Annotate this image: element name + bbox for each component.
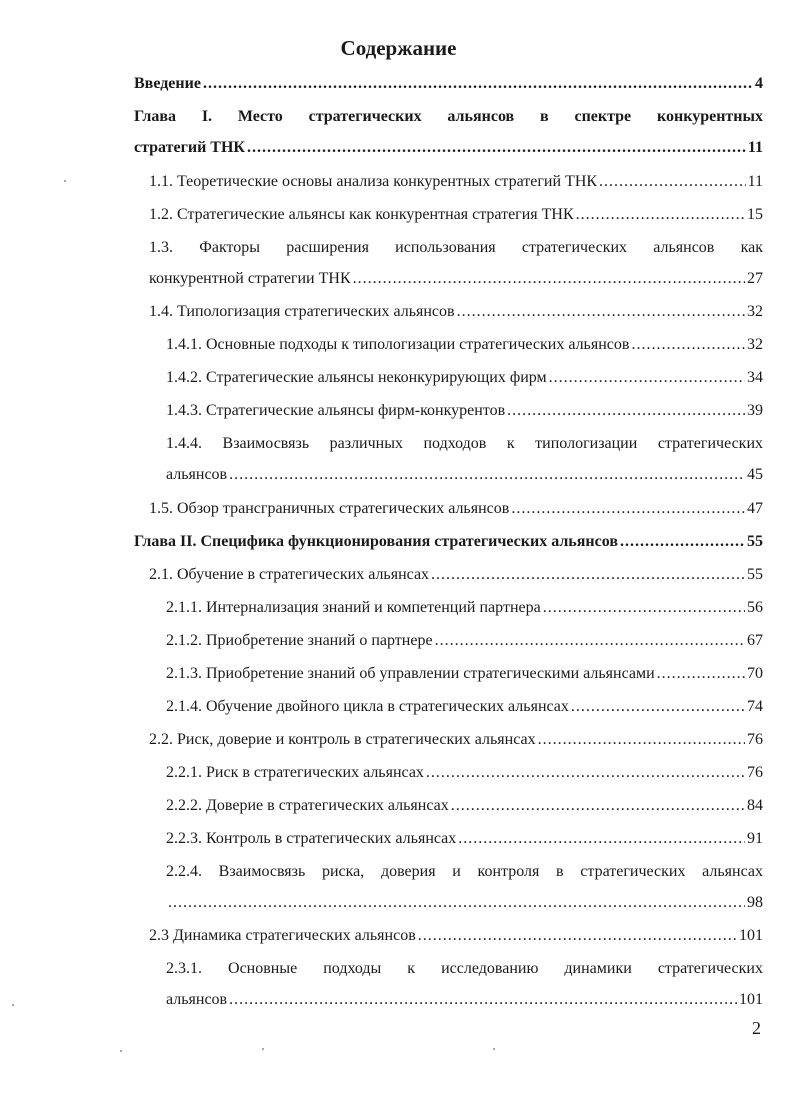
toc-page-number: 4 [755,75,763,92]
dot-leader [435,625,745,656]
toc-entry-title: 1.3. Факторы расширения использования стратегических альянсов как [149,238,763,256]
toc-entry-title: конкурентной стратегии ТНК [149,269,351,287]
toc-entry [149,493,763,524]
dot-leader [168,887,745,918]
dot-leader [631,329,745,360]
toc-entry [166,790,763,821]
page-title: Содержание [340,36,457,60]
dot-leader [576,199,745,230]
toc-entry-title: Глава I. Место стратегических альянсов в спектре конкурентных [134,108,763,125]
dot-leader [451,790,745,821]
toc-entry [166,329,763,360]
toc-page-number: 101 [739,991,763,1008]
toc-entry-title: 2.3.1. Основные подходы к исследованию динамики стратегических [166,960,763,977]
toc-entry-title: Введение [134,75,201,92]
toc-entry [166,658,763,689]
dot-leader [620,526,745,557]
toc-entry-title: 2.3 Динамика стратегических альянсов [149,927,416,944]
toc-entry [149,166,763,197]
toc-page-number: 74 [747,697,763,715]
toc-page-number: 15 [747,205,763,223]
toc-entry-title: 1.1. Теоретические основы анализа конкурентных стратегий ТНК [149,172,598,190]
scan-speck [262,1048,264,1050]
toc-entry-title: 2.2.4. Взаимосвязь риска, доверия и контроля в стратегических альянсах [166,862,763,880]
toc-entry-title: 1.4. Типологизация стратегических альянсов [149,303,455,320]
toc-page-number: 39 [747,402,763,419]
toc-entry-title: 1.4.3. Стратегические альянсы фирм-конкурентов [166,402,506,419]
dot-leader [599,166,746,197]
toc-page-number: 32 [747,303,763,320]
toc-page-number: 11 [747,172,763,190]
toc-page-number: 55 [747,565,763,583]
dot-leader [571,691,745,722]
toc-entry-title: 2.1.2. Приобретение знаний о партнере [166,631,433,649]
dot-leader [353,263,745,294]
toc-page-number: 55 [747,532,763,550]
toc-entry-title: 2.1.1. Интернализация знаний и компетенций партнера [166,598,541,616]
dot-leader [543,592,745,623]
dot-leader [458,823,745,854]
toc-entry-title: 2.1. Обучение в стратегических альянсах [149,565,430,583]
toc-entry [166,823,763,854]
dot-leader [203,68,753,99]
toc-entry-title: альянсов [166,466,228,483]
toc-page-number: 70 [747,664,763,682]
toc-entry [166,757,763,788]
toc-entry [166,428,763,490]
dot-leader [229,459,745,490]
toc-entry [149,920,763,951]
toc-entry [149,724,763,755]
dot-leader [657,658,745,689]
toc-entry [134,68,763,99]
dot-leader [457,296,745,327]
toc-entry-title: 1.4.4. Взаимосвязь различных подходов к типологизации стратегических [166,435,763,452]
toc-entry [134,526,763,557]
toc-page-number: 67 [747,631,763,649]
dot-leader [549,362,745,393]
dot-leader [431,559,745,590]
toc-entry-title: 2.1.3. Приобретение знаний об управлении стратегическими альянсами [166,664,655,682]
toc-entry [149,199,763,230]
toc-page-number: 76 [747,730,763,748]
toc-entry-title: 1.4.1. Основные подходы к типологизации стратегических альянсов [166,336,630,353]
dot-leader [247,132,746,163]
toc-page-number: 91 [747,829,763,847]
toc-page-number: 45 [747,466,763,483]
toc-entry [166,625,763,656]
toc-entry-title: 1.5. Обзор трансграничных стратегических альянсов [149,499,510,517]
toc-entry [166,856,763,918]
dot-leader [511,493,745,524]
toc-page-number: 27 [747,269,763,287]
toc-page-number: 56 [747,598,763,616]
toc-entry-title: альянсов [166,991,228,1008]
toc-page-number: 84 [747,796,763,814]
dot-leader [426,757,745,788]
toc-page-number: 47 [747,499,763,517]
toc-entry-title: 2.2.2. Доверие в стратегических альянсах [166,796,449,814]
page-number: 2 [752,1018,761,1038]
dot-leader [418,920,737,951]
toc-entry-title: 1.4.2. Стратегические альянсы неконкурирующих фирм [166,369,547,386]
toc-entry-title: 2.2.3. Контроль в стратегических альянсах [166,829,457,847]
toc-entry [166,592,763,623]
dot-leader [229,984,737,1015]
toc-entry [149,232,763,294]
scan-speck [64,180,66,182]
toc-entry [149,296,763,327]
toc-entry-title: Глава II. Специфика функционирования стратегических альянсов [134,532,618,550]
toc-entry-title: 1.2. Стратегические альянсы как конкурентная стратегия ТНК [149,205,574,223]
toc-page-number: 32 [747,336,763,353]
toc-entry [166,953,763,1015]
toc-entry-title: 2.1.4. Обучение двойного цикла в стратегических альянсах [166,697,569,715]
dot-leader [507,395,745,426]
scan-speck [120,1050,122,1052]
toc-page-number: 98 [747,893,763,911]
toc-entry [166,691,763,722]
toc-page-number: 76 [747,763,763,781]
toc-page-number: 34 [747,369,763,386]
toc-entry [149,559,763,590]
scan-speck [12,1004,14,1006]
toc-page-number: 101 [739,927,763,944]
toc-entry [166,395,763,426]
toc-entry-title: стратегий ТНК [134,139,246,156]
toc-entry-title: 2.2.1. Риск в стратегических альянсах [166,763,424,781]
scan-speck [493,1048,495,1050]
toc-entry [134,101,763,163]
toc-page-number: 11 [747,139,763,156]
toc-entry-title: 2.2. Риск, доверие и контроль в стратегических альянсах [149,730,536,748]
dot-leader [538,724,745,755]
toc-entry [166,362,763,393]
